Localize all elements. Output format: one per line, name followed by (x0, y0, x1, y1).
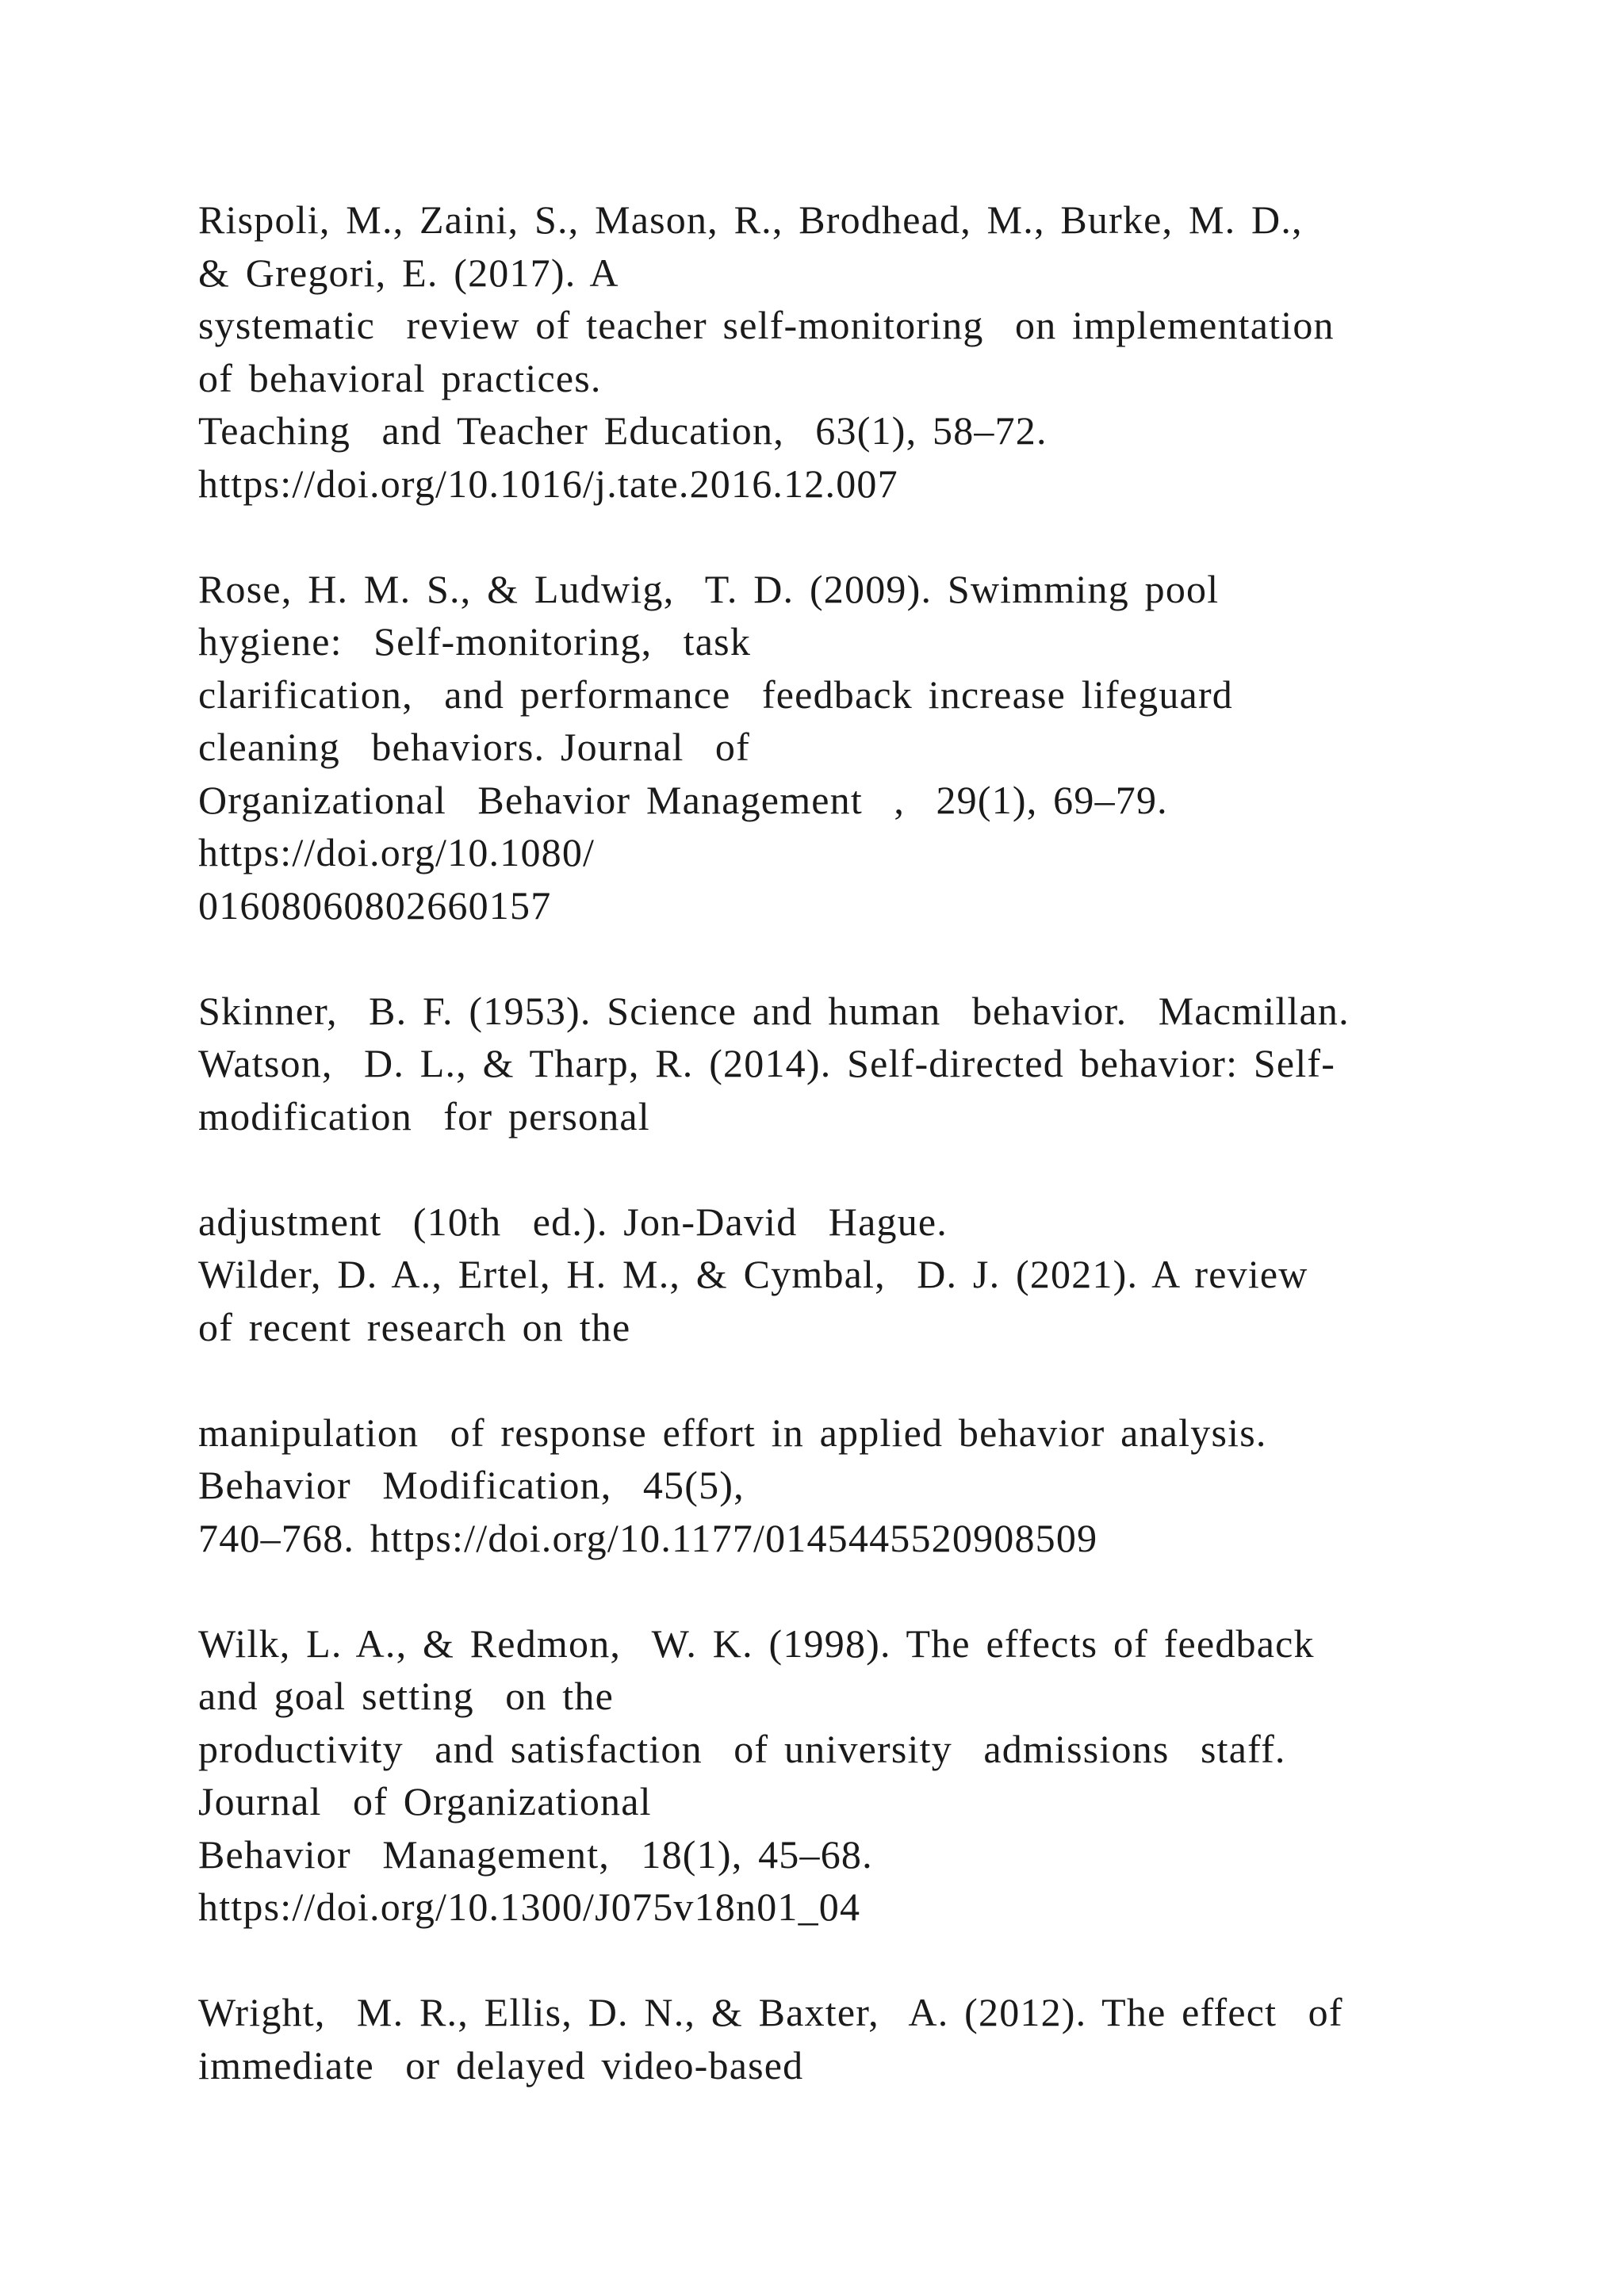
reference-entry-skinner-watson-wilder (198, 985, 1451, 1565)
reference-line: of recent research on the (198, 1304, 631, 1349)
reference-line: Watson, D. L., & Tharp, R. (2014). Self-directed behavior: Self- (198, 1041, 1336, 1085)
reference-line: systematic review of teacher self-monitoring on implementation (198, 303, 1335, 347)
reference-doi: 01608060802660157 (198, 882, 552, 928)
reference-line: Rispoli, M., Zaini, S., Mason, R., Brodhead, M., Burke, M. D., (198, 197, 1303, 242)
reference-doi: https://doi.org/10.1016/j.tate.2016.12.007 (198, 461, 898, 506)
reference-line: immediate or delayed video-based (198, 2042, 804, 2087)
reference-line: Organizational Behavior Management , 29(1), 69–79. (198, 777, 1168, 822)
paragraph-gap (198, 932, 1451, 985)
reference-entry-wright (198, 1986, 1451, 2091)
reference-line: Wilk, L. A., & Redmon, W. K. (1998). The effects of feedback (198, 1621, 1315, 1666)
reference-line: modification for personal (198, 1093, 650, 1138)
reference-doi: https://doi.org/10.1300/J075v18n01_04 (198, 1885, 861, 1929)
reference-line: manipulation of response effort in applied behavior analysis. (198, 1410, 1267, 1455)
reference-line: adjustment (10th ed.). Jon-David Hague. (198, 1199, 948, 1244)
reference-doi: https://doi.org/10.1080/ (198, 830, 596, 874)
reference-line: cleaning behaviors. Journal of (198, 725, 750, 769)
reference-entry-rispoli (198, 193, 1451, 510)
reference-line: Wilder, D. A., Ertel, H. M., & Cymbal, D. J. (2021). A review (198, 1252, 1308, 1296)
reference-line: Journal of Organizational (198, 1779, 652, 1823)
reference-line: Behavior Management, 18(1), 45–68. (198, 1831, 873, 1877)
reference-line: Teaching and Teacher Education, 63(1), 58–72. (198, 408, 1048, 453)
reference-line: & Gregori, E. (2017). A (198, 250, 619, 295)
paragraph-gap (198, 1564, 1451, 1617)
reference-line: Skinner, B. F. (1953). Science and human behavior. Macmillan. (198, 988, 1350, 1033)
reference-line (198, 1353, 1451, 1406)
reference-line: productivity and satisfaction of university admissions staff. (198, 1726, 1286, 1771)
reference-doi: 740–768. https://doi.org/10.1177/0145445520908509 (198, 1515, 1098, 1560)
reference-line: hygiene: Self-monitoring, task (198, 619, 752, 664)
reference-line: and goal setting on the (198, 1674, 614, 1718)
reference-line: of behavioral practices. (198, 355, 602, 400)
reference-line: clarification, and performance feedback increase lifeguard (198, 672, 1233, 717)
paragraph-gap (198, 510, 1451, 563)
reference-line (198, 1142, 1451, 1196)
reference-line: Rose, H. M. S., & Ludwig, T. D. (2009). Swimming pool (198, 566, 1220, 611)
reference-entry-wilk (198, 1617, 1451, 1934)
reference-list (198, 193, 1451, 2091)
reference-entry-rose (198, 563, 1451, 932)
paragraph-gap (198, 1934, 1451, 1987)
reference-line: Behavior Modification, 45(5), (198, 1463, 745, 1507)
reference-line: Wright, M. R., Ellis, D. N., & Baxter, A. (2012). The effect of (198, 1990, 1343, 2034)
